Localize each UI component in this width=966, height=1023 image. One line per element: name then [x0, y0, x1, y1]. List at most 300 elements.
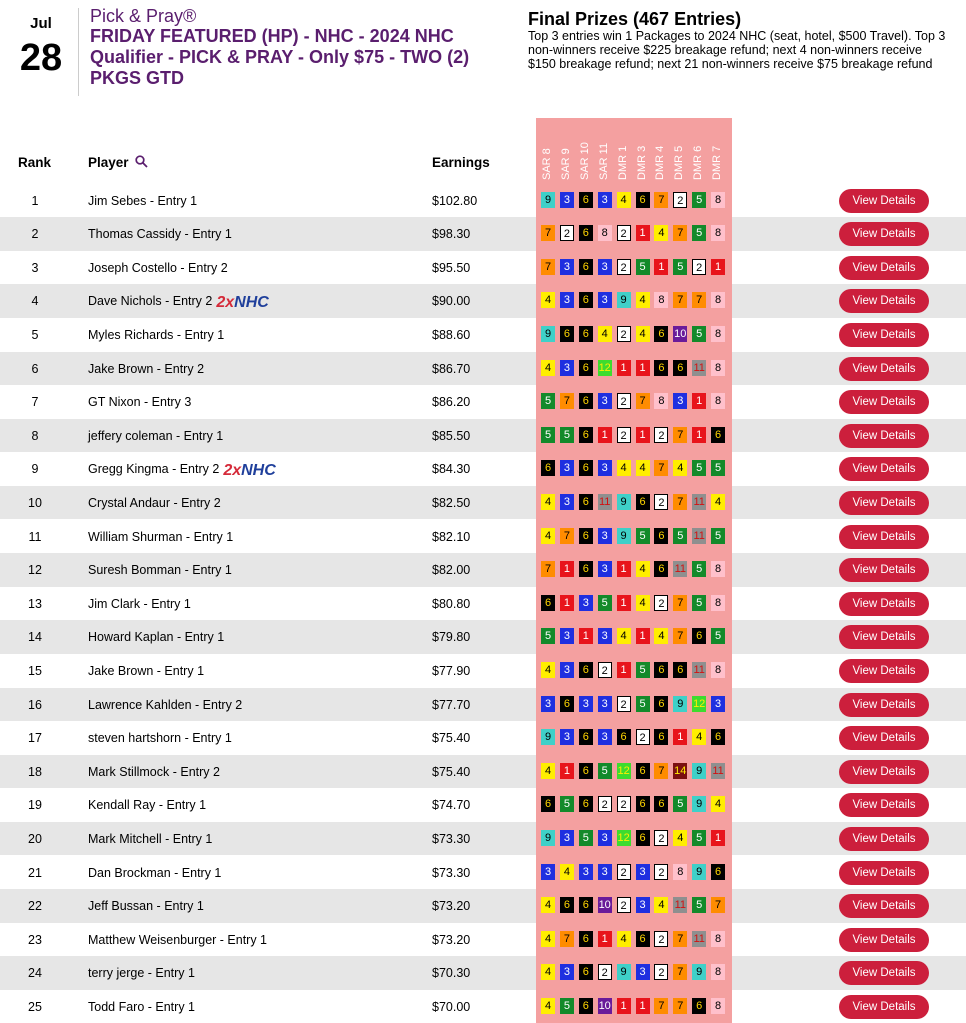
table-row [0, 587, 966, 621]
saddle-cloth-pick: 4 [654, 628, 668, 644]
saddle-cloth-pick: 4 [711, 796, 725, 812]
saddle-cloth-pick: 4 [541, 931, 555, 947]
race-header [711, 120, 724, 180]
saddle-cloth-pick: 2 [692, 259, 706, 275]
saddle-cloth-pick: 8 [711, 931, 725, 947]
saddle-cloth-pick: 6 [579, 259, 593, 275]
saddle-cloth-pick: 8 [711, 225, 725, 241]
view-details-button[interactable]: View Details [839, 928, 929, 952]
table-row [0, 217, 966, 251]
saddle-cloth-pick: 2 [654, 595, 668, 611]
view-details-button[interactable]: View Details [839, 961, 929, 985]
race-picks [536, 956, 732, 990]
view-details-button[interactable]: View Details [839, 592, 929, 616]
saddle-cloth-pick: 12 [693, 697, 706, 710]
saddle-cloth-pick: 2 [654, 494, 668, 510]
earnings-cell: $102.80 [432, 193, 478, 208]
rank-cell: 16 [28, 697, 42, 712]
table-row [0, 856, 966, 890]
saddle-cloth-pick: 6 [654, 696, 668, 712]
earnings-cell: $82.50 [432, 495, 471, 510]
view-details-button[interactable]: View Details [839, 289, 929, 313]
view-details-button[interactable]: View Details [839, 222, 929, 246]
earnings-cell: $88.60 [432, 327, 471, 342]
saddle-cloth-pick: 8 [654, 292, 668, 308]
view-details-button[interactable]: View Details [839, 189, 929, 213]
saddle-cloth-pick: 4 [654, 225, 668, 241]
nhc-badge [216, 294, 268, 312]
saddle-cloth-pick: 5 [711, 460, 725, 476]
saddle-cloth-pick: 6 [692, 628, 706, 644]
date-day: 28 [19, 37, 63, 79]
saddle-cloth-pick: 5 [560, 998, 574, 1014]
saddle-cloth-pick: 6 [579, 460, 593, 476]
saddle-cloth-pick: 5 [692, 897, 706, 913]
saddle-cloth-pick: 6 [636, 931, 650, 947]
saddle-cloth-pick: 7 [692, 292, 706, 308]
player-name: William Shurman - Entry 1 [88, 529, 234, 544]
earnings-cell: $85.50 [432, 428, 471, 443]
saddle-cloth-pick: 1 [598, 427, 612, 443]
race-picks [536, 318, 732, 352]
saddle-cloth-pick: 6 [636, 494, 650, 510]
saddle-cloth-pick: 3 [598, 696, 612, 712]
saddle-cloth-pick: 11 [693, 529, 705, 542]
saddle-cloth-pick: 8 [673, 864, 687, 880]
earnings-cell: $90.00 [432, 294, 471, 309]
saddle-cloth-pick: 6 [654, 729, 668, 745]
earnings-cell: $70.00 [432, 999, 471, 1014]
saddle-cloth-pick: 7 [673, 595, 687, 611]
saddle-cloth-pick: 11 [693, 361, 705, 374]
saddle-cloth-pick: 2 [560, 225, 574, 241]
saddle-cloth-pick: 6 [636, 763, 650, 779]
view-details-button[interactable]: View Details [839, 457, 929, 481]
saddle-cloth-pick: 4 [541, 528, 555, 544]
race-picks [536, 889, 732, 923]
rank-cell: 3 [31, 260, 39, 275]
view-details-button[interactable]: View Details [839, 827, 929, 851]
table-row [0, 620, 966, 654]
saddle-cloth-pick: 9 [617, 964, 631, 980]
table-row [0, 352, 966, 386]
search-icon[interactable] [135, 155, 148, 171]
rank-cell: 22 [28, 899, 42, 914]
table-row [0, 688, 966, 722]
prize-info [528, 9, 948, 71]
earnings-cell: $82.00 [432, 563, 471, 578]
table-row [0, 452, 966, 486]
saddle-cloth-pick: 1 [636, 427, 650, 443]
table-row [0, 553, 966, 587]
saddle-cloth-pick: 5 [541, 427, 555, 443]
earnings-cell: $73.30 [432, 831, 471, 846]
saddle-cloth-pick: 10 [598, 999, 611, 1012]
saddle-cloth-pick: 6 [617, 729, 631, 745]
saddle-cloth-pick: 6 [579, 729, 593, 745]
saddle-cloth-pick: 6 [692, 998, 706, 1014]
rank-cell: 12 [28, 563, 42, 578]
saddle-cloth-pick: 4 [617, 460, 631, 476]
race-picks [536, 755, 732, 789]
race-headers [536, 120, 732, 182]
view-details-button[interactable]: View Details [839, 659, 929, 683]
view-details-button[interactable]: View Details [839, 491, 929, 515]
saddle-cloth-pick: 6 [579, 998, 593, 1014]
earnings-cell: $75.40 [432, 731, 471, 746]
race-picks [536, 923, 732, 957]
nhc-badge-prefix: 2x [223, 462, 242, 480]
saddle-cloth-pick: 6 [579, 360, 593, 376]
saddle-cloth-pick: 5 [579, 830, 593, 846]
rank-cell: 2 [31, 227, 39, 242]
view-details-button[interactable]: View Details [839, 793, 929, 817]
date-month: Jul [30, 15, 52, 32]
player-name: GT Nixon - Entry 3 [88, 395, 192, 410]
table-row [0, 419, 966, 453]
saddle-cloth-pick: 4 [673, 460, 687, 476]
saddle-cloth-pick: 6 [654, 326, 668, 342]
saddle-cloth-pick: 4 [541, 494, 555, 510]
race-header-label: DMR 6 [692, 145, 705, 180]
race-header-label: SAR 10 [578, 142, 591, 180]
rank-cell: 21 [28, 865, 42, 880]
saddle-cloth-pick: 3 [579, 864, 593, 880]
saddle-cloth-pick: 5 [692, 192, 706, 208]
saddle-cloth-pick: 5 [711, 528, 725, 544]
view-details-button[interactable]: View Details [839, 256, 929, 280]
prizes-description: Top 3 entries win 1 Packages to 2024 NHC (seat, hotel, $500 Travel). Top 3 non-winners receive $225 breakage refund; next 4 non-winners receive $150 breakage refund; next 21 non-winners receive $75 breakage refund [528, 29, 946, 71]
saddle-cloth-pick: 3 [598, 292, 612, 308]
earnings-cell: $77.90 [432, 663, 471, 678]
view-details-button[interactable]: View Details [839, 323, 929, 347]
saddle-cloth-pick: 6 [579, 292, 593, 308]
table-row [0, 923, 966, 957]
saddle-cloth-pick: 8 [711, 595, 725, 611]
saddle-cloth-pick: 3 [560, 494, 574, 510]
view-details-button[interactable]: View Details [839, 424, 929, 448]
rank-cell: 9 [31, 462, 39, 477]
saddle-cloth-pick: 5 [692, 595, 706, 611]
player-name: Mark Stillmock - Entry 2 [88, 764, 220, 779]
saddle-cloth-pick: 5 [636, 696, 650, 712]
saddle-cloth-pick: 3 [598, 830, 612, 846]
saddle-cloth-pick: 6 [579, 393, 593, 409]
saddle-cloth-pick: 6 [673, 662, 687, 678]
saddle-cloth-pick: 3 [598, 528, 612, 544]
table-row [0, 788, 966, 822]
saddle-cloth-pick: 9 [692, 864, 706, 880]
view-details-button[interactable]: View Details [839, 625, 929, 649]
race-picks [536, 856, 732, 890]
saddle-cloth-pick: 4 [560, 864, 574, 880]
saddle-cloth-pick: 8 [598, 225, 612, 241]
race-header-label: SAR 9 [559, 148, 572, 180]
rank-cell: 5 [31, 327, 39, 342]
race-header-label: DMR 1 [616, 145, 629, 180]
saddle-cloth-pick: 9 [673, 696, 687, 712]
view-details-button[interactable]: View Details [839, 894, 929, 918]
nhc-badge-suffix: NHC [241, 462, 276, 480]
table-row [0, 822, 966, 856]
saddle-cloth-pick: 5 [636, 662, 650, 678]
saddle-cloth-pick: 1 [636, 225, 650, 241]
earnings-cell: $80.80 [432, 596, 471, 611]
saddle-cloth-pick: 7 [673, 292, 687, 308]
contest-brand: Pick & Pray® [90, 6, 197, 26]
saddle-cloth-pick: 6 [654, 561, 668, 577]
saddle-cloth-pick: 3 [711, 696, 725, 712]
player-name: Dan Brockman - Entry 1 [88, 865, 222, 880]
saddle-cloth-pick: 7 [673, 494, 687, 510]
race-header [598, 120, 611, 180]
rank-cell: 8 [31, 428, 39, 443]
race-picks [536, 385, 732, 419]
player-name: Kendall Ray - Entry 1 [88, 798, 207, 813]
saddle-cloth-pick: 4 [541, 292, 555, 308]
saddle-cloth-pick: 6 [654, 796, 668, 812]
saddle-cloth-pick: 3 [560, 360, 574, 376]
race-header [579, 120, 592, 180]
saddle-cloth-pick: 8 [654, 393, 668, 409]
view-details-button[interactable]: View Details [839, 693, 929, 717]
saddle-cloth-pick: 8 [711, 360, 725, 376]
race-picks [536, 352, 732, 386]
saddle-cloth-pick: 7 [673, 225, 687, 241]
saddle-cloth-pick: 6 [636, 192, 650, 208]
view-details-button[interactable]: View Details [839, 525, 929, 549]
saddle-cloth-pick: 11 [693, 663, 705, 676]
player-name: Thomas Cassidy - Entry 1 [88, 227, 232, 242]
saddle-cloth-pick: 2 [617, 897, 631, 913]
table-row [0, 721, 966, 755]
saddle-cloth-pick: 5 [692, 830, 706, 846]
saddle-cloth-pick: 9 [617, 292, 631, 308]
saddle-cloth-pick: 9 [692, 763, 706, 779]
saddle-cloth-pick: 2 [673, 192, 687, 208]
saddle-cloth-pick: 1 [579, 628, 593, 644]
player-name: Howard Kaplan - Entry 1 [88, 630, 225, 645]
saddle-cloth-pick: 8 [711, 326, 725, 342]
rank-cell: 10 [28, 495, 42, 510]
saddle-cloth-pick: 5 [692, 225, 706, 241]
saddle-cloth-pick: 7 [541, 225, 555, 241]
saddle-cloth-pick: 5 [636, 528, 650, 544]
saddle-cloth-pick: 2 [617, 696, 631, 712]
saddle-cloth-pick: 9 [541, 326, 555, 342]
race-header [541, 120, 554, 180]
race-picks [536, 587, 732, 621]
saddle-cloth-pick: 6 [579, 561, 593, 577]
view-details-button[interactable]: View Details [839, 995, 929, 1019]
earnings-cell: $74.70 [432, 798, 471, 813]
prizes-heading: Final Prizes (467 Entries) [528, 9, 742, 29]
rank-cell: 15 [28, 663, 42, 678]
race-header [673, 120, 686, 180]
saddle-cloth-pick: 4 [636, 595, 650, 611]
race-picks [536, 284, 732, 318]
rank-cell: 18 [28, 764, 42, 779]
saddle-cloth-pick: 3 [560, 259, 574, 275]
saddle-cloth-pick: 7 [654, 763, 668, 779]
view-details-button[interactable]: View Details [839, 390, 929, 414]
player-name: Lawrence Kahlden - Entry 2 [88, 697, 243, 712]
player-name: terry jerge - Entry 1 [88, 966, 195, 981]
earnings-header: Earnings [432, 155, 490, 170]
race-header [692, 120, 705, 180]
race-header [636, 120, 649, 180]
saddle-cloth-pick: 5 [560, 796, 574, 812]
saddle-cloth-pick: 3 [560, 729, 574, 745]
earnings-cell: $73.20 [432, 899, 471, 914]
view-details-button[interactable]: View Details [839, 558, 929, 582]
saddle-cloth-pick: 6 [541, 796, 555, 812]
table-row [0, 956, 966, 990]
player-name: Jim Sebes - Entry 1 [88, 193, 198, 208]
saddle-cloth-pick: 11 [598, 495, 611, 508]
saddle-cloth-pick: 1 [692, 393, 706, 409]
rank-cell: 14 [28, 630, 42, 645]
saddle-cloth-pick: 1 [598, 931, 612, 947]
saddle-cloth-pick: 6 [579, 528, 593, 544]
saddle-cloth-pick: 12 [617, 831, 630, 844]
saddle-cloth-pick: 4 [598, 326, 612, 342]
earnings-cell: $75.40 [432, 764, 471, 779]
earnings-cell: $86.20 [432, 395, 471, 410]
saddle-cloth-pick: 7 [673, 998, 687, 1014]
saddle-cloth-pick: 9 [541, 192, 555, 208]
saddle-cloth-pick: 6 [711, 729, 725, 745]
player-name: Matthew Weisenburger - Entry 1 [88, 932, 268, 947]
saddle-cloth-pick: 3 [636, 897, 650, 913]
race-picks [536, 184, 732, 218]
saddle-cloth-pick: 1 [636, 628, 650, 644]
saddle-cloth-pick: 3 [541, 864, 555, 880]
saddle-cloth-pick: 7 [560, 393, 574, 409]
player-name: Crystal Andaur - Entry 2 [88, 495, 221, 510]
saddle-cloth-pick: 7 [560, 931, 574, 947]
saddle-cloth-pick: 7 [654, 998, 668, 1014]
rank-cell: 11 [28, 529, 42, 544]
saddle-cloth-pick: 1 [673, 729, 687, 745]
player-name: Gregg Kingma - Entry 2 2xNHC [88, 462, 276, 480]
player-name: Jake Brown - Entry 1 [88, 663, 205, 678]
saddle-cloth-pick: 1 [692, 427, 706, 443]
race-picks [536, 452, 732, 486]
table-row [0, 486, 966, 520]
saddle-cloth-pick: 6 [560, 897, 574, 913]
race-picks [536, 990, 732, 1023]
player-name: jeffery coleman - Entry 1 [88, 428, 224, 443]
saddle-cloth-pick: 1 [617, 998, 631, 1014]
saddle-cloth-pick: 7 [541, 561, 555, 577]
view-details-button[interactable]: View Details [839, 861, 929, 885]
race-picks [536, 486, 732, 520]
saddle-cloth-pick: 12 [598, 361, 611, 374]
saddle-cloth-pick: 4 [541, 998, 555, 1014]
saddle-cloth-pick: 5 [541, 393, 555, 409]
saddle-cloth-pick: 6 [579, 192, 593, 208]
saddle-cloth-pick: 3 [636, 964, 650, 980]
saddle-cloth-pick: 1 [711, 259, 725, 275]
race-picks [536, 251, 732, 285]
race-header-label: DMR 4 [654, 145, 667, 180]
saddle-cloth-pick: 6 [541, 460, 555, 476]
saddle-cloth-pick: 5 [598, 763, 612, 779]
saddle-cloth-pick: 6 [579, 763, 593, 779]
saddle-cloth-pick: 1 [560, 595, 574, 611]
saddle-cloth-pick: 10 [598, 899, 611, 912]
saddle-cloth-pick: 4 [617, 628, 631, 644]
saddle-cloth-pick: 11 [693, 932, 705, 945]
saddle-cloth-pick: 5 [711, 628, 725, 644]
race-header [654, 120, 667, 180]
saddle-cloth-pick: 3 [598, 561, 612, 577]
saddle-cloth-pick: 2 [617, 393, 631, 409]
race-header-label: SAR 8 [541, 148, 553, 180]
player-name: Myles Richards - Entry 1 [88, 327, 225, 342]
saddle-cloth-pick: 7 [541, 259, 555, 275]
player-header-label: Player [88, 155, 129, 170]
saddle-cloth-pick: 4 [692, 729, 706, 745]
saddle-cloth-pick: 12 [617, 764, 630, 777]
saddle-cloth-pick: 1 [617, 360, 631, 376]
saddle-cloth-pick: 7 [654, 192, 668, 208]
saddle-cloth-pick: 6 [579, 662, 593, 678]
race-header-label: SAR 11 [597, 142, 610, 180]
saddle-cloth-pick: 2 [654, 830, 668, 846]
saddle-cloth-pick: 6 [560, 326, 574, 342]
saddle-cloth-pick: 1 [617, 595, 631, 611]
player-header [88, 155, 148, 171]
saddle-cloth-pick: 3 [541, 696, 555, 712]
nhc-badge [223, 462, 275, 480]
saddle-cloth-pick: 7 [636, 393, 650, 409]
saddle-cloth-pick: 9 [617, 494, 631, 510]
saddle-cloth-pick: 11 [712, 764, 724, 777]
race-header-label: DMR 5 [673, 145, 686, 180]
saddle-cloth-pick: 3 [560, 830, 574, 846]
saddle-cloth-pick: 6 [579, 225, 593, 241]
player-name: Jake Brown - Entry 2 [88, 361, 205, 376]
rank-cell: 4 [31, 294, 39, 309]
saddle-cloth-pick: 6 [673, 360, 687, 376]
saddle-cloth-pick: 3 [673, 393, 687, 409]
saddle-cloth-pick: 6 [579, 326, 593, 342]
table-row [0, 654, 966, 688]
saddle-cloth-pick: 4 [617, 931, 631, 947]
saddle-cloth-pick: 3 [579, 696, 593, 712]
view-details-button[interactable]: View Details [839, 760, 929, 784]
view-details-button[interactable]: View Details [839, 357, 929, 381]
earnings-cell: $73.20 [432, 932, 471, 947]
contest-title: FRIDAY FEATURED (HP) - NHC - 2024 NHC Qualifier - PICK & PRAY - Only $75 - TWO (2) PKGS GTD [90, 26, 470, 88]
race-picks [536, 520, 732, 554]
player-name: Mark Mitchell - Entry 1 [88, 831, 213, 846]
saddle-cloth-pick: 8 [711, 561, 725, 577]
saddle-cloth-pick: 6 [711, 427, 725, 443]
saddle-cloth-pick: 8 [711, 393, 725, 409]
view-details-button[interactable]: View Details [839, 726, 929, 750]
saddle-cloth-pick: 3 [598, 192, 612, 208]
race-picks [536, 553, 732, 587]
rank-cell: 1 [31, 193, 39, 208]
saddle-cloth-pick: 4 [636, 292, 650, 308]
rank-cell: 24 [28, 966, 42, 981]
earnings-cell: $70.30 [432, 966, 471, 981]
saddle-cloth-pick: 1 [636, 998, 650, 1014]
saddle-cloth-pick: 3 [598, 460, 612, 476]
